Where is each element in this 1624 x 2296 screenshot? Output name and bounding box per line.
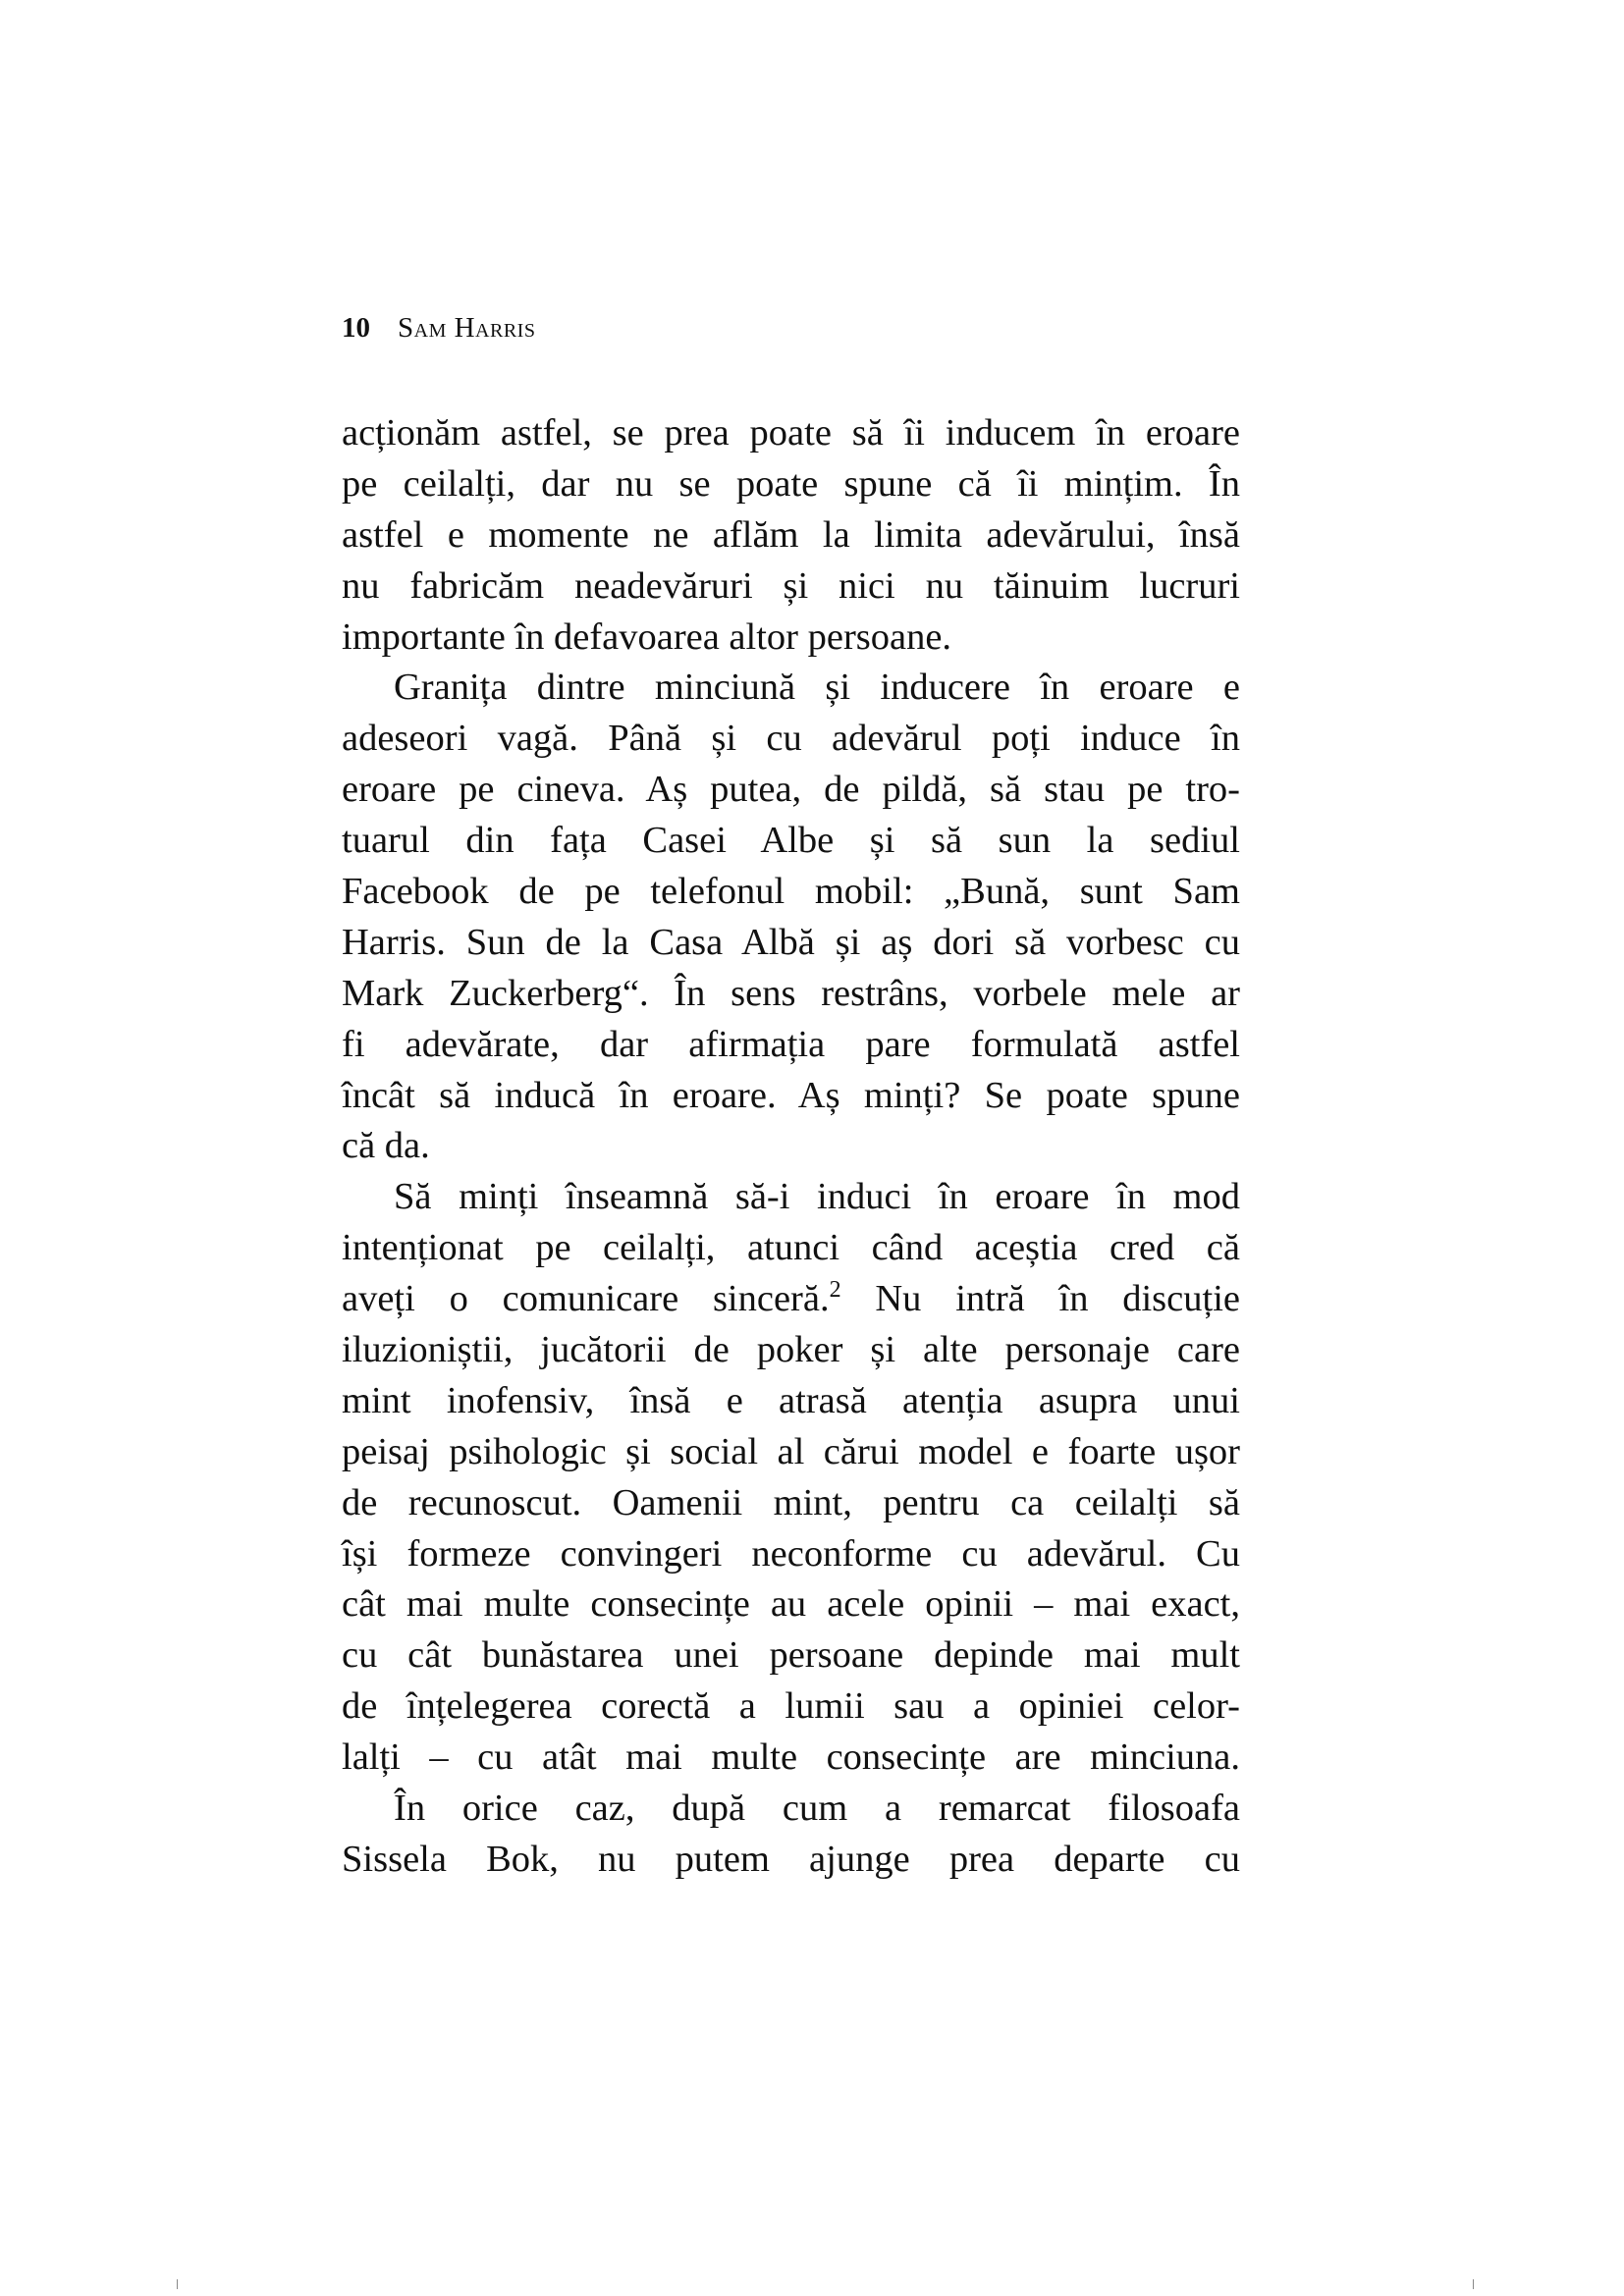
crop-mark [177, 2279, 178, 2289]
footnote-reference[interactable]: 2 [829, 1277, 841, 1304]
text-line: mint inofensiv, însă e atrasă atenția asupra unui [342, 1379, 1240, 1421]
text-line: că da. [342, 1125, 430, 1167]
text-line: În orice caz, după cum a remarcat filosoafa [394, 1788, 1240, 1830]
text-line: intenționat pe ceilalți, atunci când aceștia cred că [342, 1227, 1240, 1269]
text-line: eroare pe cineva. Aș putea, de pildă, să stau pe tro- [342, 769, 1240, 811]
crop-mark [1473, 2279, 1474, 2289]
text-line: Mark Zuckerberg“. În sens restrâns, vorbele mele ar [342, 972, 1240, 1014]
text-line: Să minți înseamnă să-i induci în eroare în mod [394, 1176, 1240, 1218]
text-line: de recunoscut. Oamenii mint, pentru ca ceilalți să [342, 1481, 1240, 1523]
body-text [342, 408, 1240, 1886]
text-line: cât mai multe consecințe au acele opinii – mai exact, [342, 1583, 1240, 1626]
page-number: 10 [342, 312, 370, 344]
text-line: tuarul din fața Casei Albe și să sun la sediul [342, 820, 1240, 862]
text-line: nu fabricăm neadevăruri și nici nu tăinuim lucruri [342, 564, 1240, 607]
text-line: acționăm astfel, se prea poate să îi inducem în eroare [342, 412, 1240, 454]
text-line: fi adevărate, dar afirmația pare formulată astfel [342, 1023, 1240, 1065]
text-fragment: aveți o comunicare sinceră. [342, 1278, 830, 1320]
running-head-author: Sam Harris [398, 312, 536, 344]
text-line: lalți – cu atât mai multe consecințe are minciuna. [342, 1736, 1240, 1779]
text-line: Sissela Bok, nu putem ajunge prea departe cu [342, 1838, 1240, 1880]
text-line: adeseori vagă. Până și cu adevărul poți induce în [342, 718, 1240, 760]
text-line: cu cât bunăstarea unei persoane depinde mai mult [342, 1634, 1240, 1677]
text-line: Granița dintre minciună și inducere în eroare e [394, 667, 1240, 709]
text-line: Harris. Sun de la Casa Albă și aș dori să vorbesc cu [342, 921, 1240, 963]
text-line: peisaj psihologic și social al cărui model e foarte ușor [342, 1430, 1240, 1472]
text-fragment: Nu intră în discuție [840, 1278, 1240, 1320]
text-line: iluzioniștii, jucătorii de poker și alte personaje care [342, 1329, 1240, 1371]
text-line: de înțelegerea corectă a lumii sau a opiniei celor- [342, 1685, 1240, 1728]
running-header [342, 312, 535, 345]
text-line: încât să inducă în eroare. Aș minți? Se poate spune [342, 1074, 1240, 1116]
text-line: Facebook de pe telefonul mobil: „Bună, sunt Sam [342, 871, 1240, 913]
text-line: astfel e momente ne aflăm la limita adevărului, însă [342, 513, 1240, 556]
text-line: importante în defavoarea altor persoane. [342, 615, 952, 658]
text-line: pe ceilalți, dar nu se poate spune că îi mințim. În [342, 462, 1240, 505]
text-line: își formeze convingeri neconforme cu adevărul. Cu [342, 1532, 1240, 1575]
text-line [342, 1274, 1240, 1325]
